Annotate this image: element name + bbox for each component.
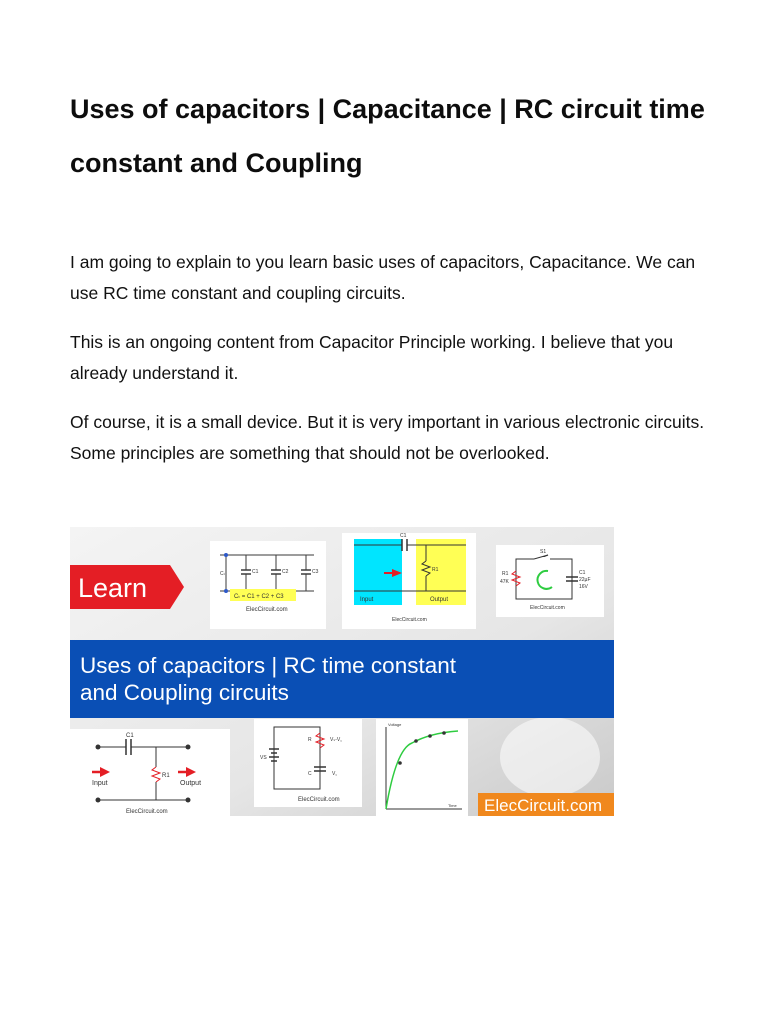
svg-text:Time: Time <box>448 803 457 808</box>
svg-text:Output: Output <box>180 780 202 787</box>
svg-text:C3: C3 <box>312 569 319 575</box>
svg-text:C2: C2 <box>282 569 289 575</box>
svg-text:ElecCircuit.com: ElecCircuit.com <box>530 605 565 611</box>
series-rc-circuit-card <box>254 719 362 807</box>
parallel-formula: Cₜ = C1 + C2 + C3 <box>234 594 284 600</box>
svg-text:ElecCircuit.com: ElecCircuit.com <box>126 809 168 815</box>
svg-text:R1: R1 <box>432 567 439 573</box>
svg-text:ElecCircuit.com: ElecCircuit.com <box>298 797 340 803</box>
coupling-circuit-card-top <box>342 533 476 629</box>
svg-text:Vₛ-V꜀: Vₛ-V꜀ <box>330 737 342 743</box>
svg-text:C1: C1 <box>579 570 586 576</box>
article-banner-image <box>70 527 614 816</box>
svg-text:Input: Input <box>92 780 108 787</box>
svg-text:VS: VS <box>260 755 267 761</box>
charge-curve-card <box>376 719 468 816</box>
svg-text:R1: R1 <box>502 571 509 577</box>
svg-text:Input: Input <box>360 597 374 603</box>
svg-text:47K: 47K <box>500 579 509 585</box>
article-title: Uses of capacitors | Capacitance | RC circuit time constant and Coupling <box>70 94 705 178</box>
coupling-circuit-card-bottom <box>70 729 230 816</box>
parallel-capacitors-card <box>210 541 326 629</box>
importance-paragraph: Of course, it is a small device. But it is very important in various electronic circuits. Some principles are something that should not be overlooked. <box>70 412 705 463</box>
svg-text:C1: C1 <box>252 569 259 575</box>
svg-text:R: R <box>308 737 312 743</box>
svg-text:ElecCircuit.com: ElecCircuit.com <box>246 607 288 613</box>
svg-text:C: C <box>308 771 312 777</box>
svg-text:C1: C1 <box>126 733 134 739</box>
svg-text:22µF: 22µF <box>579 577 591 583</box>
svg-text:Voltage: Voltage <box>388 722 402 727</box>
context-paragraph: This is an ongoing content from Capacitor Principle working. I believe that you already understand it. <box>70 332 674 383</box>
banner-headline-line2: and Coupling circuits <box>80 680 289 705</box>
svg-text:16V: 16V <box>579 584 588 590</box>
learn-label: Learn <box>78 573 148 603</box>
svg-text:S1: S1 <box>540 549 547 555</box>
banner-headline-line1: Uses of capacitors | RC time constant <box>80 653 456 678</box>
svg-text:Output: Output <box>430 597 449 603</box>
svg-text:C1: C1 <box>400 533 407 539</box>
svg-text:Cₜ: Cₜ <box>220 571 226 577</box>
brand-label: ElecCircuit.com <box>484 796 603 815</box>
headline-band <box>70 640 614 718</box>
rc-charge-circuit-card <box>496 545 604 617</box>
svg-text:ElecCircuit.com: ElecCircuit.com <box>392 617 427 623</box>
svg-text:R1: R1 <box>162 773 170 779</box>
intro-paragraph: I am going to explain to you learn basic uses of capacitors, Capacitance. We can use RC time constant and coupling circuits. <box>70 252 696 303</box>
svg-text:V꜀: V꜀ <box>332 771 338 777</box>
